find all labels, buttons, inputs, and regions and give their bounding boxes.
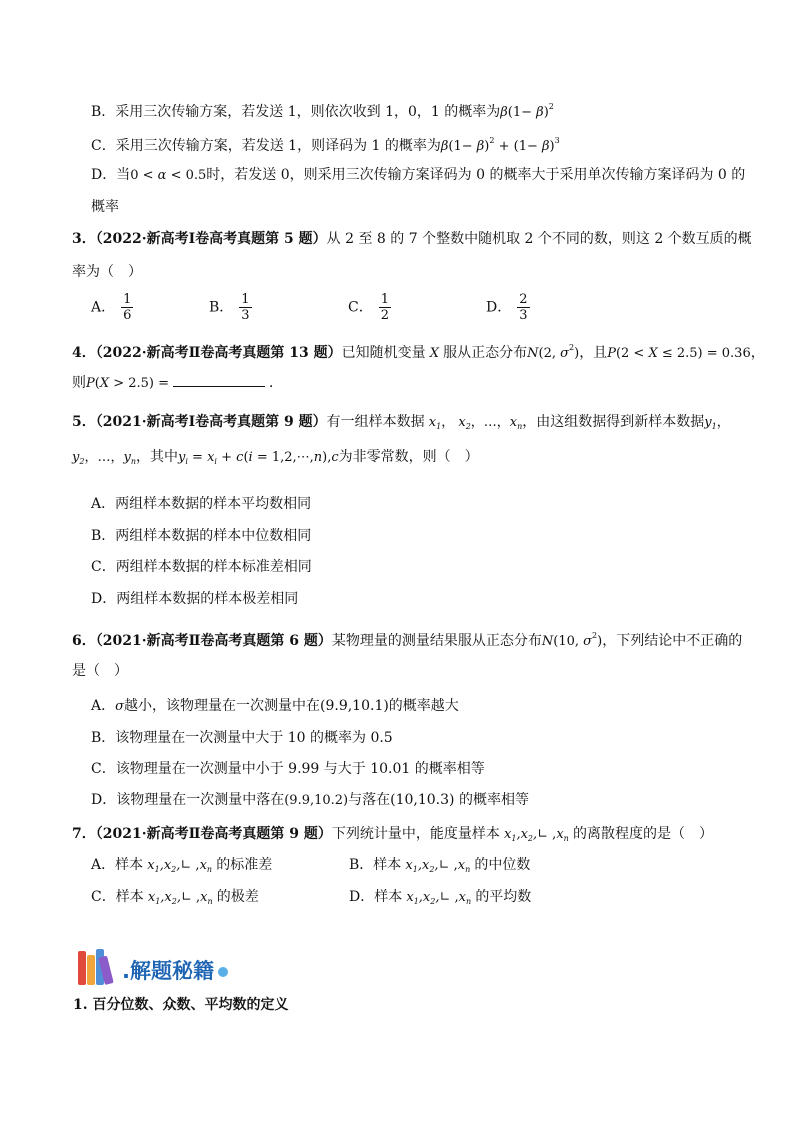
q5-option-d: D．两组样本数据的样本极差相同 [91,591,299,607]
formula-d: 0 < [130,168,158,183]
books-icon [76,947,120,985]
question-4: 4．（2022·新高考Ⅱ卷高考真题第 13 题）已知随机变量 X 服从正态分布N(2, $\sigma^2$)，且P(2 < X ≤ 2.5) = 0.36， [72,343,765,361]
q3-option-c: C． $\frac{1}{2}$ [348,292,389,323]
question-3-stem-cont: 率为（ ） [72,264,142,280]
q5-option-b: B．两组样本数据的样本中位数相同 [91,528,312,544]
q6-option-b: B．该物理量在一次测量中大于 10 的概率为 0.5 [91,730,393,746]
q5-option-c: C．两组样本数据的样本标准差相同 [91,559,312,575]
q3-option-a: A． $\frac{1}{6}$ [91,292,132,323]
question-6-stem-cont: 是（ ） [72,663,128,679]
option-c-line: C．采用三次传输方案，若发送 1，则译码为 1 的概率为$\beta(1- \beta)^2 + (1- \beta)^3$ [91,136,560,154]
formula-c: β [440,139,449,154]
question-3-source: （2022·新高考Ⅰ卷高考真题第 5 题） [95,231,327,247]
heading-title: .解题秘籍 [122,959,214,983]
q6-option-d: D．该物理量在一次测量中落在(9.9,10.2)与落在(10,10.3) 的概率相等 [91,792,529,808]
question-4-line-2: 则P(X > 2.5) = ． [72,372,283,394]
question-5-source: （2021·新高考Ⅰ卷高考真题第 9 题） [95,414,327,430]
question-3: 3．（2022·新高考Ⅰ卷高考真题第 5 题）从 2 至 8 的 7 个整数中随机取 2 个不同的数，则这 2 个数互质的概 [72,231,752,247]
option-b-line: B．采用三次传输方案，若发送 1，则依次收到 1，0，1 的概率为$\beta(1- \beta)^2$ [91,102,554,120]
q7-option-b: B．样本 $x_1,x_2,∟$ $,x_n$ 的中位数 [349,857,531,874]
formula-b: β [500,105,508,120]
section-heading [76,945,228,985]
question-7: 7．（2021·新高考Ⅱ卷高考真题第 9 题）下列统计量中，能度量样本 $x_1,x_2,∟$ $,x_n$ 的离散程度的是（ ） [72,826,713,843]
q6-option-c: C．该物理量在一次测量中小于 9.99 与大于 10.01 的概率相等 [91,761,485,777]
heading-dot [218,967,228,977]
q3-option-b: B． $\frac{1}{3}$ [209,292,250,323]
q5-option-a: A．两组样本数据的样本平均数相同 [91,496,312,512]
option-c-text: C．采用三次传输方案，若发送 1，则译码为 1 的概率为 [91,138,441,154]
option-d-text: D．当 [91,167,131,183]
section-1-title: 1. 百分位数、众数、平均数的定义 [73,997,289,1013]
question-4-source: （2022·新高考Ⅱ卷高考真题第 13 题） [95,345,342,361]
question-7-source: （2021·新高考Ⅱ卷高考真题第 9 题） [95,826,332,842]
option-b-text: B．采用三次传输方案，若发送 1，则依次收到 1，0，1 的概率为 [91,104,501,120]
question-5-line-2: $y_2$，…，$y_n$，其中$y_i = x_i + c(i$ = 1,2,⋯,n),c为非零常数，则（ ） [72,449,479,466]
fraction: $\frac{1}{3}$ [241,292,250,323]
question-6-source: （2021·新高考Ⅱ卷高考真题第 6 题） [95,633,332,649]
q7-option-a: A．样本 $x_1,x_2,∟$ $,x_n$ 的标准差 [91,857,273,874]
fraction: $\frac{1}{6}$ [123,292,132,323]
fraction: $\frac{2}{3}$ [519,292,528,323]
q7-option-c: C．样本 $x_1,x_2,∟$ $,x_n$ 的极差 [91,889,259,906]
q7-option-d: D．样本 $x_1,x_2,∟$ $,x_n$ 的平均数 [349,889,532,906]
answer-blank[interactable] [173,372,265,387]
question-5: 5．（2021·新高考Ⅰ卷高考真题第 9 题）有一组样本数据 $x_1$， $x_2$，…，$x_n$，由这组数据得到新样本数据$y_1$， [72,414,730,431]
option-d-continuation: 概率 [91,199,119,215]
q3-option-d: D． $\frac{2}{3}$ [486,292,528,323]
question-3-stem: 从 2 至 8 的 7 个整数中随机取 2 个不同的数，则这 2 个数互质的概 [326,231,752,247]
option-d-line: D．当0 < α < 0.5时，若发送 0，则采用三次传输方案译码为 0 的概率大于采用单次传输方案译码为 0 的 [91,167,746,183]
fraction: $\frac{1}{2}$ [380,292,389,323]
question-6: 6．（2021·新高考Ⅱ卷高考真题第 6 题）某物理量的测量结果服从正态分布N(10, $\sigma^2$)，下列结论中不正确的 [72,631,743,649]
q6-option-a: A．σ越小，该物理量在一次测量中在(9.9,10.1)的概率越大 [91,698,459,714]
